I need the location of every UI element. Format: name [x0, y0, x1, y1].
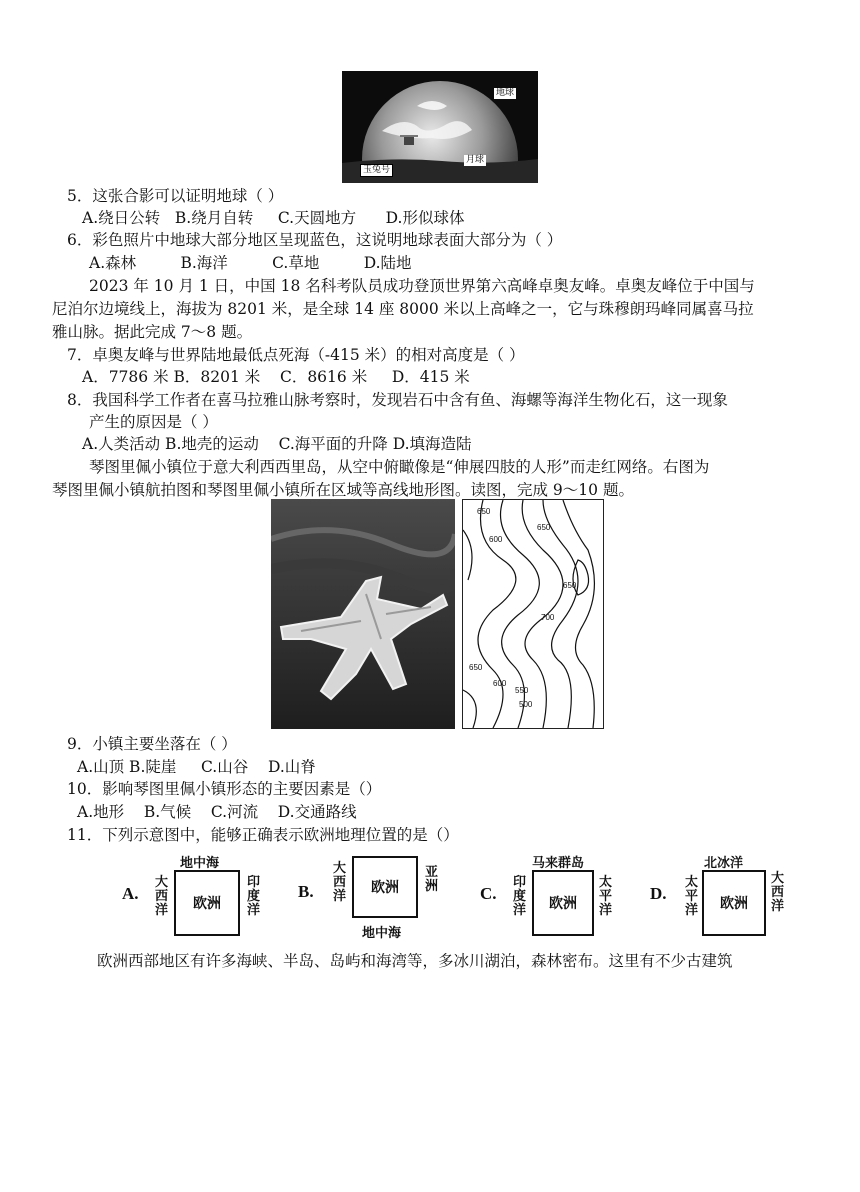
contour-lines	[463, 500, 603, 728]
diagram-c-box	[532, 870, 594, 936]
contour-label-f: 650	[469, 663, 483, 672]
aerial-photo-drawing	[271, 499, 455, 729]
diagram-c	[478, 850, 638, 942]
diagram-d-center-label: 欧洲	[720, 896, 748, 912]
diagram-c-center-label: 欧洲	[549, 896, 577, 912]
contour-label-b: 650	[537, 523, 551, 532]
diagram-d-top-label: 北冰洋	[704, 856, 744, 871]
question-10-options: A.地形 B.气候 C.河流 D.交通路线	[77, 803, 357, 821]
passage-1-line-3: 雅山脉。据此完成 7～8 题。	[52, 323, 253, 341]
contour-label-e: 700	[541, 613, 555, 622]
diagram-a-right-label: 印度洋	[246, 875, 260, 918]
diagram-d-box	[702, 870, 766, 936]
diagram-a-top-label: 地中海	[180, 856, 220, 871]
question-8-stem-line-2: 产生的原因是（ ）	[89, 413, 218, 431]
question-5-stem: 5．这张合影可以证明地球（ ）	[67, 187, 284, 205]
diagram-d	[648, 850, 808, 942]
moon-label: 月球	[466, 155, 485, 165]
contour-map	[462, 499, 604, 729]
diagram-a-letter: A.	[122, 884, 139, 903]
contour-label-a: 650	[477, 507, 491, 516]
question-7-stem: 7．卓奥友峰与世界陆地最低点死海（-415 米）的相对高度是（ ）	[67, 346, 525, 364]
diagram-b-center-label: 欧洲	[371, 880, 399, 896]
question-7-options: A．7786 米 B．8201 米 C．8616 米 D．415 米	[82, 368, 470, 386]
diagram-a-center-label: 欧洲	[193, 896, 221, 912]
diagram-d-right-label: 大西洋	[770, 871, 784, 914]
diagram-b	[296, 856, 456, 948]
passage-3-line-1: 欧洲西部地区有许多海峡、半岛、岛屿和海湾等，多冰川湖泊，森林密布。这里有不少古建筑	[97, 952, 733, 970]
earth-label: 地球	[496, 88, 515, 98]
contour-label-g: 600	[493, 679, 507, 688]
diagram-b-left-label: 大西洋	[332, 861, 346, 904]
diagram-a-box	[174, 870, 240, 936]
diagram-d-left-label: 太平洋	[684, 875, 698, 918]
diagram-a	[118, 850, 278, 942]
question-8-stem-line-1: 8．我国科学工作者在喜马拉雅山脉考察时，发现岩石中含有鱼、海螺等海洋生物化石，这一现象	[67, 391, 728, 409]
aerial-town-photo	[271, 499, 455, 729]
diagram-c-left-label: 印度洋	[512, 875, 526, 918]
contour-label-c: 600	[489, 535, 503, 544]
rover-label: 玉兔号	[360, 164, 393, 177]
passage-2-line-1: 琴图里佩小镇位于意大利西西里岛，从空中俯瞰像是“伸展四肢的人形”而走红网络。右图为	[89, 458, 710, 476]
question-8-options: A.人类活动 B.地壳的运动 C.海平面的升降 D.填海造陆	[82, 435, 472, 453]
question-9-stem: 9．小镇主要坐落在（ ）	[67, 735, 237, 753]
diagram-d-letter: D.	[650, 884, 667, 903]
passage-1-line-2: 尼泊尔边境线上，海拔为 8201 米，是全球 14 座 8000 米以上高峰之一，它与珠穆朗玛峰同属喜马拉	[52, 300, 754, 318]
diagram-b-right-label: 亚洲	[424, 865, 438, 894]
diagram-c-top-label: 马来群岛	[532, 856, 585, 871]
contour-label-h: 550	[515, 686, 529, 695]
diagram-b-letter: B.	[298, 882, 314, 901]
question-5-options: A.绕日公转 B.绕月自转 C.天圆地方 D.形似球体	[82, 209, 465, 227]
diagram-c-letter: C.	[480, 884, 497, 903]
diagram-c-right-label: 太平洋	[598, 875, 612, 918]
question-9-options: A.山顶 B.陡崖 C.山谷 D.山脊	[77, 758, 316, 776]
diagram-a-left-label: 大西洋	[154, 875, 168, 918]
contour-label-i: 500	[519, 700, 533, 709]
diagram-b-box	[352, 856, 418, 918]
passage-1-line-1: 2023 年 10 月 1 日，中国 18 名科考队员成功登顶世界第六高峰卓奥友峰。卓奥友峰位于中国与	[89, 277, 755, 295]
earth-moon-photo	[342, 71, 538, 183]
contour-label-d: 650	[563, 581, 577, 590]
question-11-stem: 11．下列示意图中，能够正确表示欧洲地理位置的是（）	[67, 826, 459, 844]
question-6-stem: 6．彩色照片中地球大部分地区呈现蓝色，这说明地球表面大部分为（ ）	[67, 231, 563, 249]
question-10-stem: 10．影响琴图里佩小镇形态的主要因素是（）	[67, 780, 382, 798]
diagram-b-bottom-label: 地中海	[362, 926, 402, 941]
passage-2-line-2: 琴图里佩小镇航拍图和琴图里佩小镇所在区域等高线地形图。读图，完成 9～10 题。	[52, 481, 634, 499]
question-6-options: A.森林 B.海洋 C.草地 D.陆地	[89, 254, 412, 272]
